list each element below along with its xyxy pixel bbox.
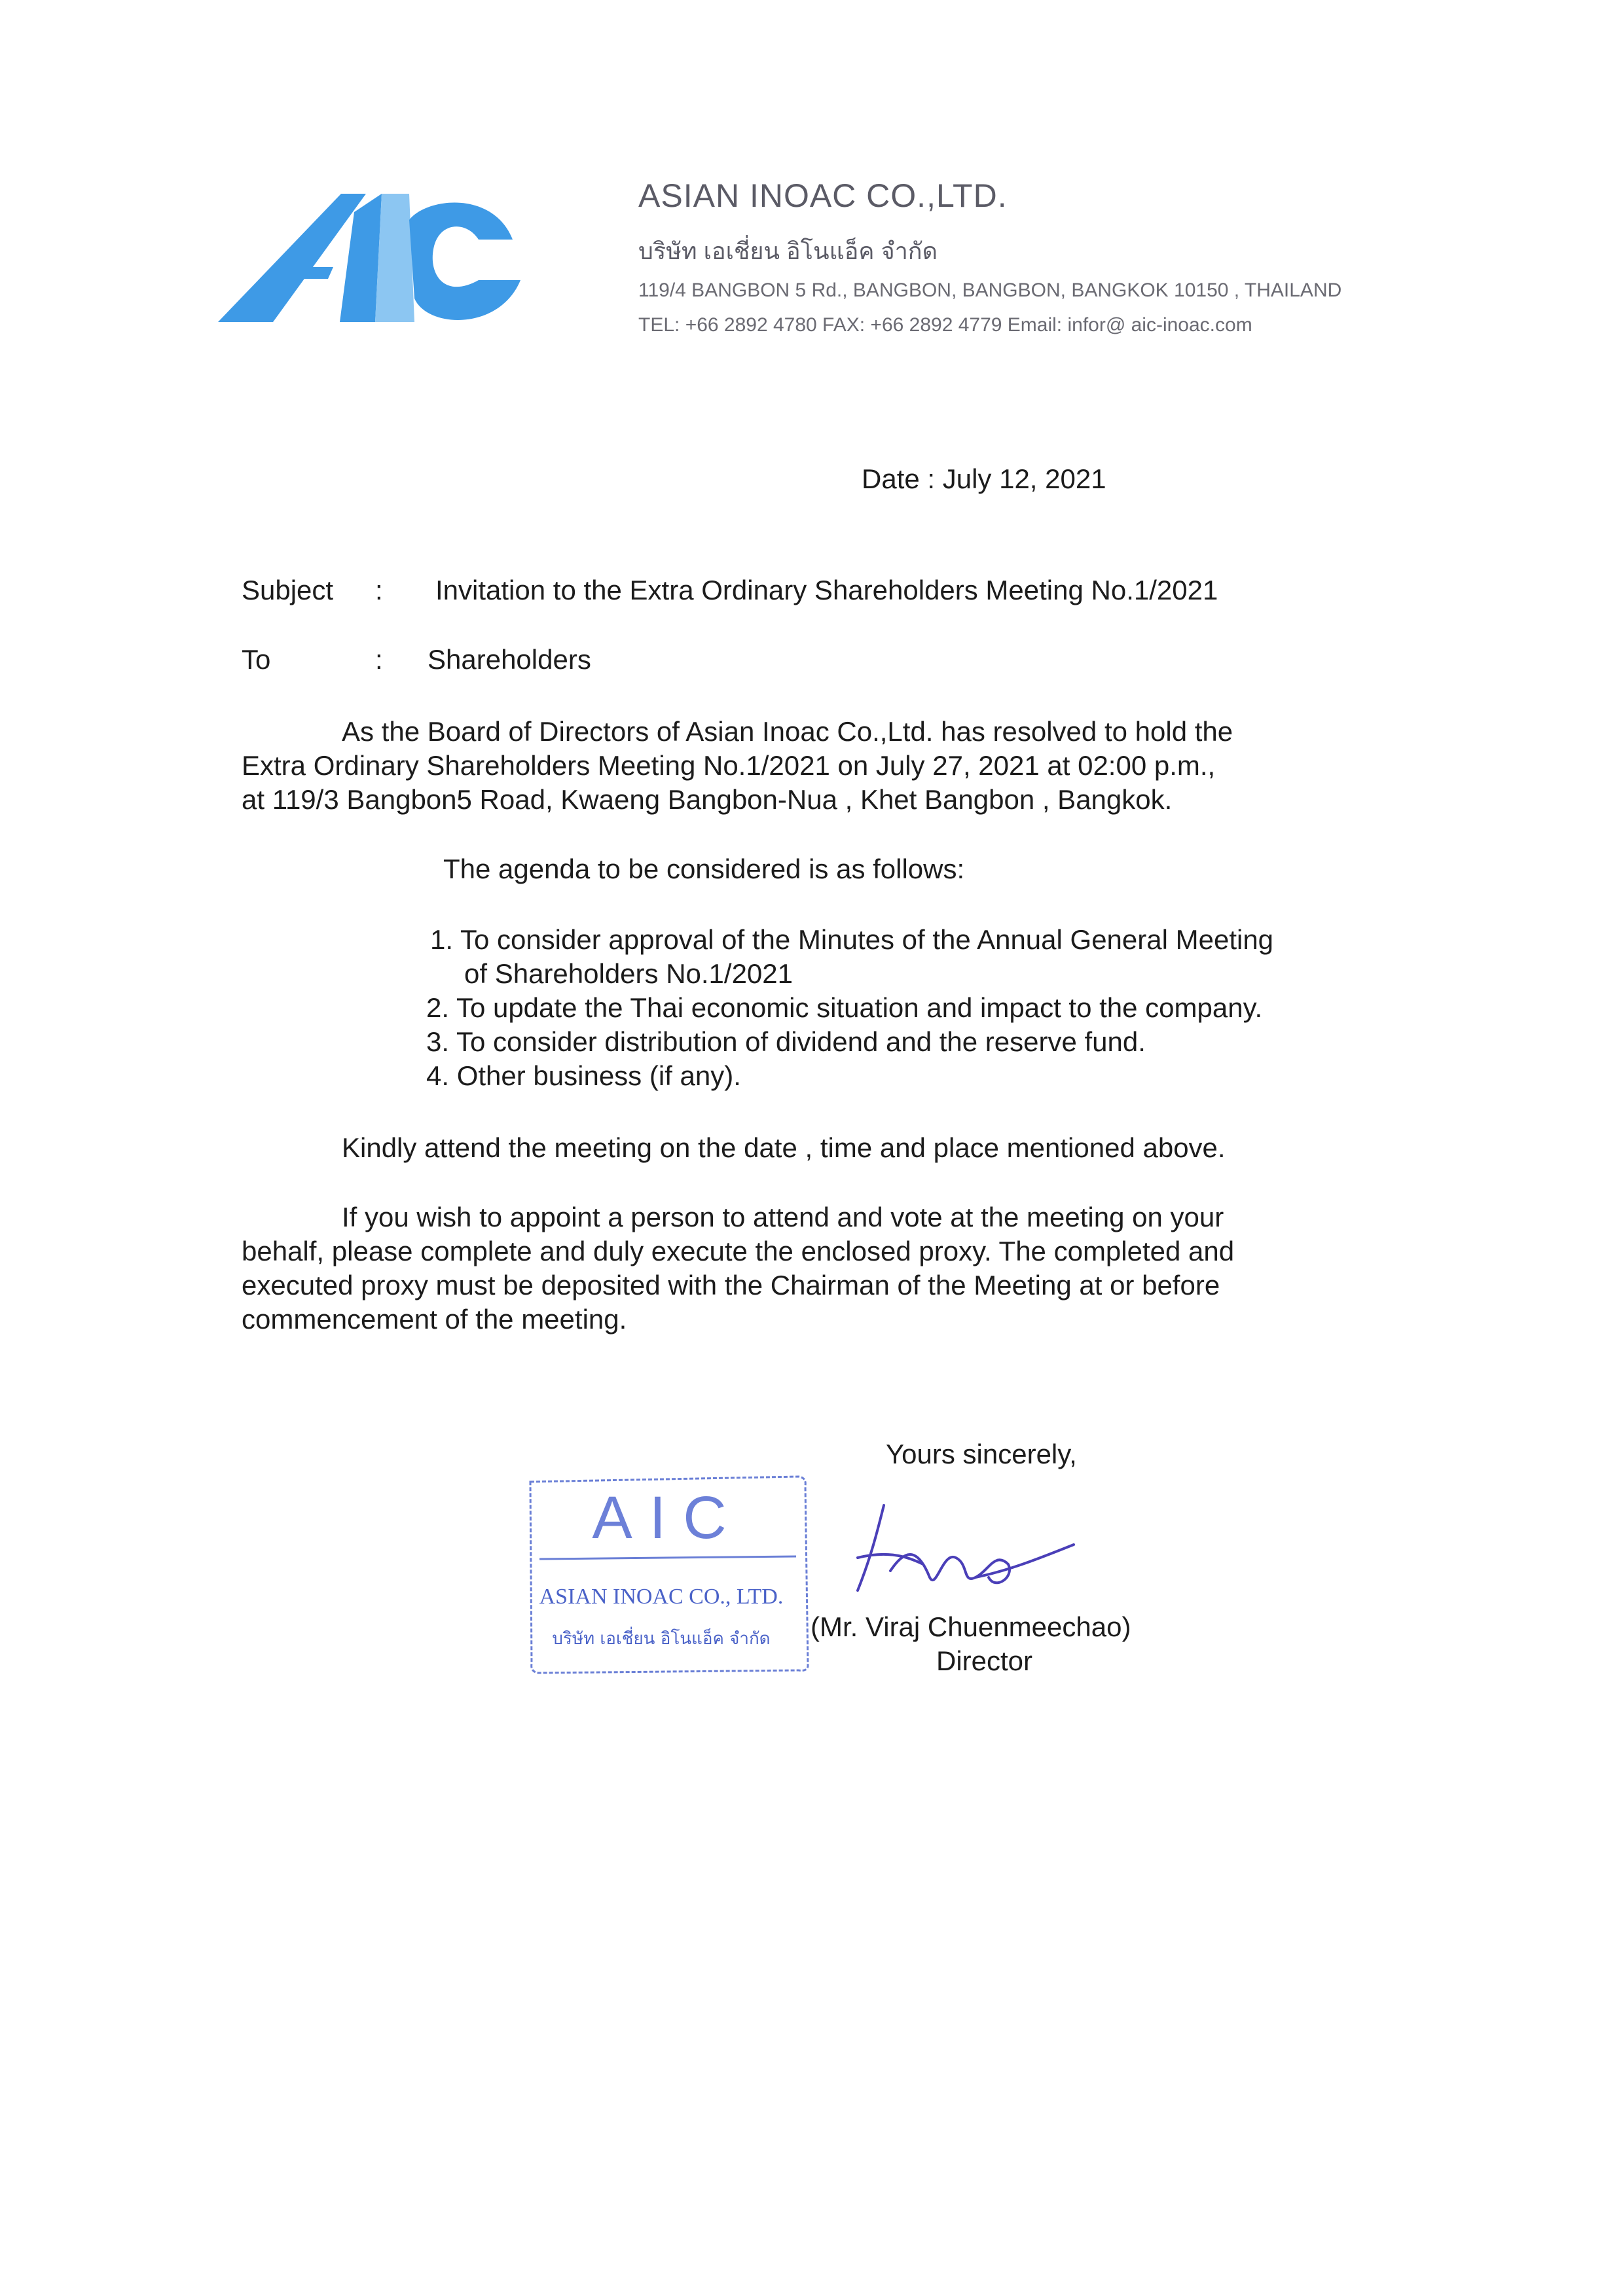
paragraph1-line: As the Board of Directors of Asian Inoac Co.,Ltd. has resolved to hold the	[342, 716, 1233, 747]
subject-label: Subject	[242, 575, 334, 605]
paragraph2-line: behalf, please complete and duly execute the enclosed proxy. The completed and	[242, 1236, 1235, 1266]
agenda-item: 1. To consider approval of the Minutes of the Annual General Meeting	[430, 924, 1274, 955]
subject-colon: :	[375, 575, 383, 605]
to-label: To	[242, 644, 271, 675]
to-recipient: Shareholders	[428, 644, 591, 675]
paragraph1-line: Extra Ordinary Shareholders Meeting No.1/2021 on July 27, 2021 at 02:00 p.m.,	[242, 750, 1216, 781]
agenda-item: 2. To update the Thai economic situation and impact to the company.	[426, 992, 1263, 1023]
signer-title: Director	[936, 1645, 1033, 1676]
paragraph2-line: If you wish to appoint a person to attend and vote at the meeting on your	[342, 1202, 1224, 1232]
paragraph2-line: executed proxy must be deposited with the Chairman of the Meeting at or before	[242, 1270, 1220, 1300]
svg-text:บริษัท เอเชี่ยน อิโนแอ็ค จำกัด: บริษัท เอเชี่ยน อิโนแอ็ค จำกัด	[552, 1629, 771, 1649]
paragraph2-line: commencement of the meeting.	[242, 1304, 627, 1335]
agenda-intro: The agenda to be considered is as follows:	[443, 853, 965, 884]
attendance-request: Kindly attend the meeting on the date , time and place mentioned above.	[342, 1132, 1226, 1163]
subject-text: Invitation to the Extra Ordinary Shareholders Meeting No.1/2021	[435, 575, 1218, 605]
svg-text:ASIAN INOAC CO., LTD.: ASIAN INOAC CO., LTD.	[539, 1585, 784, 1609]
agenda-item: 3. To consider distribution of dividend and the reserve fund.	[426, 1026, 1146, 1057]
company-logo	[218, 194, 520, 322]
agenda-item-continuation: of Shareholders No.1/2021	[464, 958, 793, 989]
paragraph1-line: at 119/3 Bangbon5 Road, Kwaeng Bangbon-Nua , Khet Bangbon , Bangkok.	[242, 784, 1173, 815]
company-stamp	[524, 1473, 812, 1676]
agenda-item: 4. Other business (if any).	[426, 1060, 741, 1091]
svg-text:AIC: AIC	[592, 1484, 744, 1551]
company-address: 119/4 BANGBON 5 Rd., BANGBON, BANGBON, BANGKOK 10150 , THAILAND	[638, 279, 1342, 301]
handwritten-signature	[845, 1492, 1080, 1610]
company-contact: TEL: +66 2892 4780 FAX: +66 2892 4779 Email: infor@ aic-inoac.com	[638, 314, 1252, 336]
to-colon: :	[375, 644, 383, 675]
letter-date: Date : July 12, 2021	[862, 463, 1106, 494]
company-name-thai: บริษัท เอเชี่ยน อิโนแอ็ค จำกัด	[638, 238, 938, 264]
closing-salutation: Yours sincerely,	[886, 1439, 1077, 1469]
signer-name: (Mr. Viraj Chuenmeechao)	[811, 1611, 1131, 1642]
company-name: ASIAN INOAC CO.,LTD.	[638, 177, 1008, 214]
